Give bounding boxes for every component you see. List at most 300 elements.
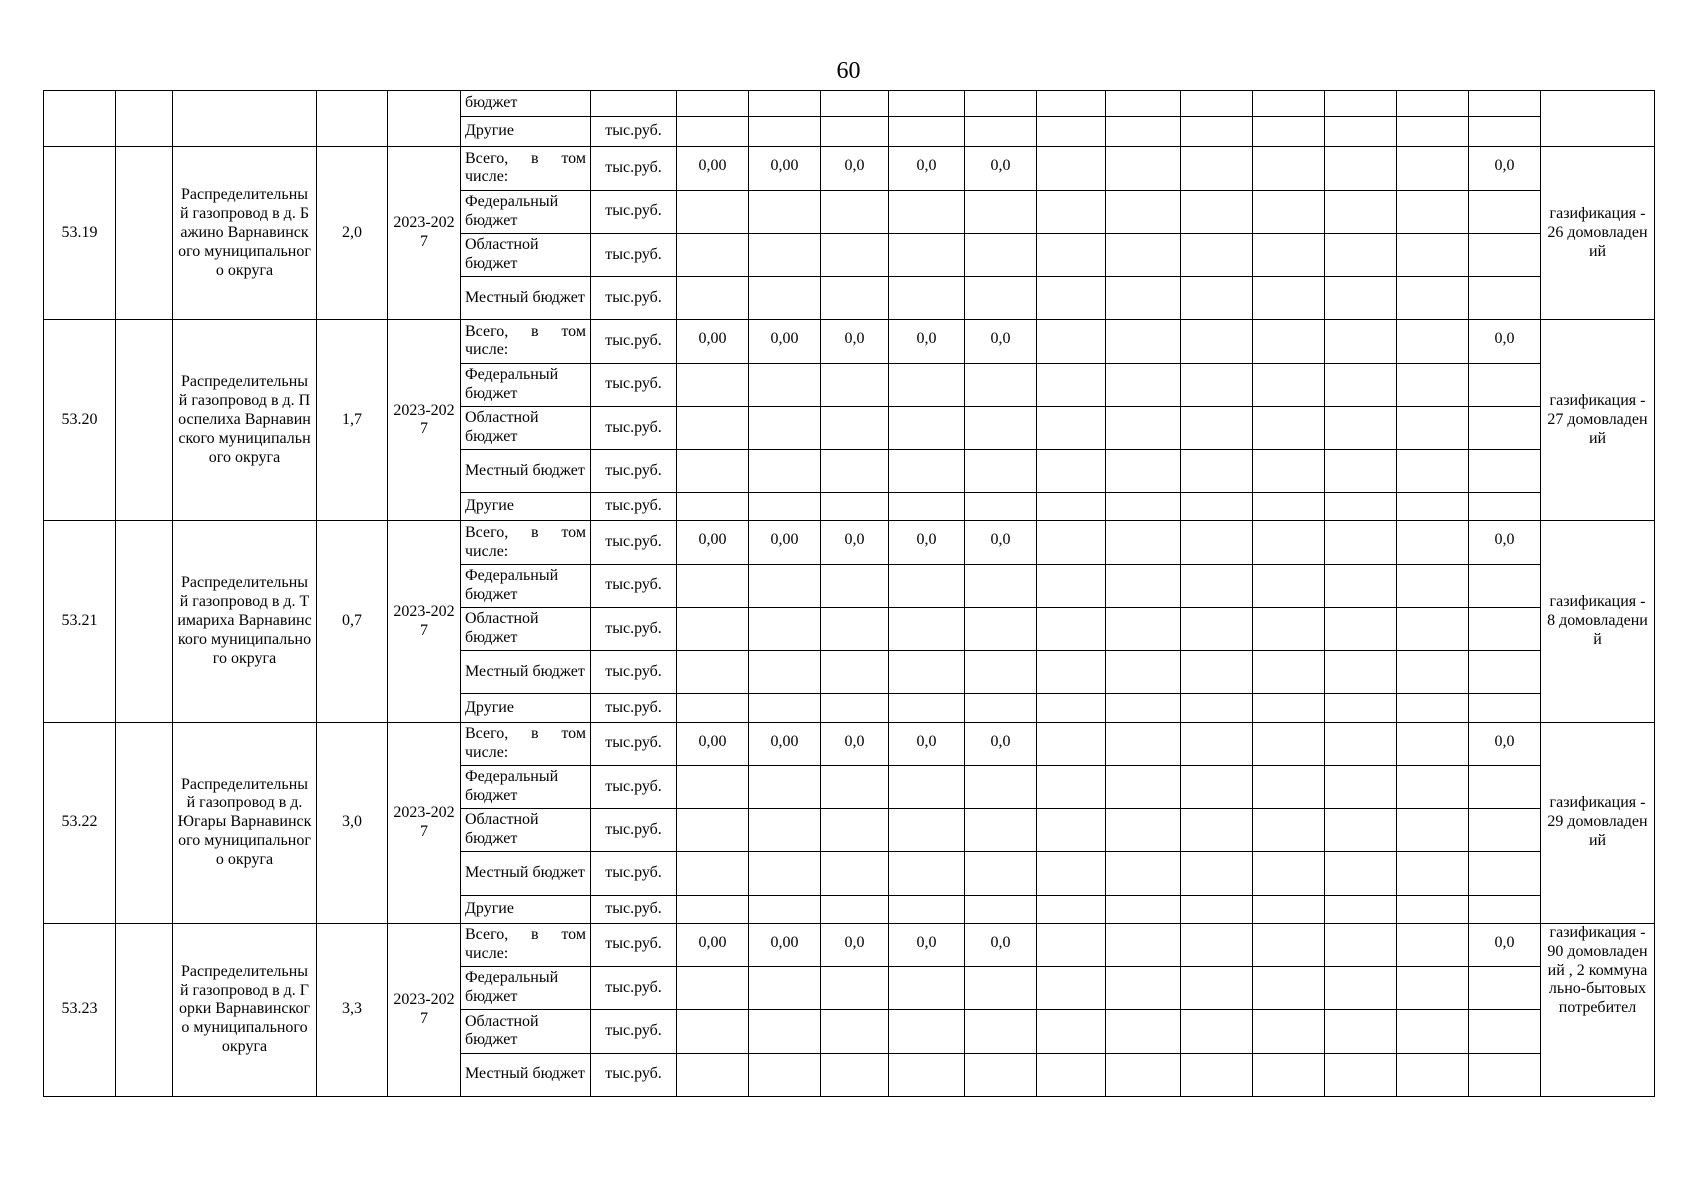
value-cell (1397, 1010, 1469, 1053)
value-cell (1325, 521, 1397, 564)
value-cell (965, 765, 1037, 808)
value-cell (1106, 233, 1181, 276)
funding-source: Местный бюджет (461, 277, 591, 320)
value-cell (1253, 895, 1325, 923)
value-cell: 0,00 (677, 521, 749, 564)
value-cell (821, 694, 889, 722)
value-cell (1181, 406, 1253, 449)
value-cell: 0,00 (749, 521, 821, 564)
value-cell (965, 564, 1037, 607)
value-cell (1469, 809, 1541, 852)
value-cell (1037, 147, 1106, 190)
value-cell (889, 233, 965, 276)
value-cell (1469, 190, 1541, 233)
value-cell (677, 967, 749, 1010)
value-cell: 0,00 (749, 722, 821, 765)
value-cell (677, 564, 749, 607)
value-cell (677, 1010, 749, 1053)
funding-source: Всего, в том числе: (461, 923, 591, 966)
value-cell (821, 277, 889, 320)
funding-source: Федеральный бюджет (461, 363, 591, 406)
object-period: 2023-2027 (388, 722, 461, 923)
value-cell (889, 277, 965, 320)
value-cell (749, 1053, 821, 1096)
value-cell (1325, 923, 1397, 966)
value-cell (1181, 967, 1253, 1010)
value-cell (1397, 320, 1469, 363)
funding-unit: тыс.руб. (591, 607, 677, 650)
value-cell (1181, 277, 1253, 320)
value-cell (749, 117, 821, 147)
value-cell: 0,0 (1469, 521, 1541, 564)
value-cell (677, 190, 749, 233)
funding-unit: тыс.руб. (591, 363, 677, 406)
value-cell (1106, 493, 1181, 521)
value-cell (821, 809, 889, 852)
cont-period-cell (388, 91, 461, 147)
value-cell (1037, 607, 1106, 650)
value-cell (1469, 363, 1541, 406)
value-cell (1106, 147, 1181, 190)
table-row (44, 722, 1655, 765)
value-cell (749, 91, 821, 117)
value-cell (1037, 233, 1106, 276)
funding-unit: тыс.руб. (591, 320, 677, 363)
value-cell (821, 651, 889, 694)
value-cell: 0,0 (1469, 923, 1541, 966)
value-cell (1037, 406, 1106, 449)
value-cell (1106, 765, 1181, 808)
value-cell (1325, 722, 1397, 765)
value-cell (1037, 722, 1106, 765)
value-cell (677, 765, 749, 808)
value-cell (1037, 852, 1106, 895)
value-cell (889, 406, 965, 449)
value-cell (1253, 450, 1325, 493)
value-cell: 0,0 (821, 147, 889, 190)
value-cell (677, 809, 749, 852)
value-cell (821, 190, 889, 233)
value-cell (1325, 450, 1397, 493)
funding-source: Другие (461, 117, 591, 147)
value-cell (1397, 923, 1469, 966)
value-cell (1037, 190, 1106, 233)
object-result: газификация - 90 домовладений , 2 коммунально-бытовых потребител (1541, 923, 1655, 1096)
object-result: газификация - 29 домовладений (1541, 722, 1655, 923)
value-cell (1106, 694, 1181, 722)
value-cell (889, 852, 965, 895)
value-cell (749, 493, 821, 521)
funding-unit (591, 91, 677, 117)
funding-unit: тыс.руб. (591, 190, 677, 233)
value-cell (1469, 852, 1541, 895)
value-cell (965, 493, 1037, 521)
value-cell (1253, 1010, 1325, 1053)
funding-unit: тыс.руб. (591, 117, 677, 147)
value-cell (749, 694, 821, 722)
value-cell (1469, 1010, 1541, 1053)
object-number: 53.22 (44, 722, 116, 923)
value-cell (889, 363, 965, 406)
value-cell (1181, 450, 1253, 493)
funding-source: Всего, в том числе: (461, 320, 591, 363)
value-cell (965, 363, 1037, 406)
value-cell (1397, 363, 1469, 406)
value-cell (1037, 895, 1106, 923)
object-name: Распределительный газопровод в д. Югары Варнавинского муниципального округа (173, 722, 317, 923)
value-cell (1253, 521, 1325, 564)
value-cell (821, 233, 889, 276)
funding-unit: тыс.руб. (591, 564, 677, 607)
value-cell (1325, 406, 1397, 449)
value-cell (965, 1010, 1037, 1053)
value-cell (1469, 277, 1541, 320)
value-cell (1253, 651, 1325, 694)
value-cell: 0,0 (965, 147, 1037, 190)
value-cell: 0,00 (749, 923, 821, 966)
value-cell (749, 607, 821, 650)
value-cell (965, 852, 1037, 895)
value-cell (749, 406, 821, 449)
value-cell (1181, 147, 1253, 190)
value-cell (1325, 91, 1397, 117)
object-period: 2023-2027 (388, 147, 461, 320)
object-result: газификация - 27 домовладений (1541, 320, 1655, 521)
funding-source: Областной бюджет (461, 233, 591, 276)
value-cell (1037, 923, 1106, 966)
value-cell (965, 809, 1037, 852)
funding-unit: тыс.руб. (591, 277, 677, 320)
value-cell (1037, 1010, 1106, 1053)
value-cell (965, 895, 1037, 923)
cont-blank-cell (116, 91, 173, 147)
value-cell (677, 233, 749, 276)
value-cell (1181, 607, 1253, 650)
funding-unit: тыс.руб. (591, 967, 677, 1010)
value-cell (1253, 809, 1325, 852)
value-cell (1397, 765, 1469, 808)
value-cell (1253, 564, 1325, 607)
funding-unit: тыс.руб. (591, 651, 677, 694)
value-cell (889, 765, 965, 808)
value-cell (965, 277, 1037, 320)
value-cell (749, 809, 821, 852)
value-cell (889, 450, 965, 493)
value-cell (889, 967, 965, 1010)
value-cell (1106, 277, 1181, 320)
value-cell (1106, 852, 1181, 895)
value-cell: 0,0 (889, 320, 965, 363)
value-cell (677, 1053, 749, 1096)
value-cell (1469, 117, 1541, 147)
value-cell (821, 564, 889, 607)
funding-source: Федеральный бюджет (461, 564, 591, 607)
value-cell (965, 967, 1037, 1010)
value-cell (821, 117, 889, 147)
value-cell (677, 895, 749, 923)
value-cell: 0,00 (677, 147, 749, 190)
value-cell (1253, 923, 1325, 966)
funding-unit: тыс.руб. (591, 406, 677, 449)
value-cell (677, 117, 749, 147)
value-cell: 0,00 (677, 722, 749, 765)
value-cell (749, 967, 821, 1010)
value-cell (889, 91, 965, 117)
value-cell (1397, 809, 1469, 852)
blank-cell (116, 147, 173, 320)
value-cell (1397, 147, 1469, 190)
value-cell (1325, 895, 1397, 923)
funding-source: Всего, в том числе: (461, 147, 591, 190)
object-length: 3,3 (317, 923, 388, 1096)
value-cell: 0,0 (821, 923, 889, 966)
value-cell (821, 450, 889, 493)
value-cell (1181, 809, 1253, 852)
value-cell (677, 91, 749, 117)
value-cell (1397, 277, 1469, 320)
value-cell (677, 493, 749, 521)
value-cell (1325, 651, 1397, 694)
value-cell (1181, 1053, 1253, 1096)
value-cell (1037, 493, 1106, 521)
object-length: 3,0 (317, 722, 388, 923)
value-cell (1325, 493, 1397, 521)
value-cell (1253, 722, 1325, 765)
value-cell (1106, 363, 1181, 406)
value-cell: 0,0 (889, 722, 965, 765)
funding-source: Федеральный бюджет (461, 967, 591, 1010)
value-cell (821, 493, 889, 521)
value-cell (1106, 450, 1181, 493)
object-period: 2023-2027 (388, 320, 461, 521)
value-cell (1253, 765, 1325, 808)
value-cell (1181, 722, 1253, 765)
value-cell: 0,0 (965, 722, 1037, 765)
value-cell (1325, 564, 1397, 607)
value-cell (677, 450, 749, 493)
value-cell (1037, 809, 1106, 852)
funding-unit: тыс.руб. (591, 147, 677, 190)
value-cell (1106, 967, 1181, 1010)
cont-length-cell (317, 91, 388, 147)
value-cell (889, 607, 965, 650)
table-row (44, 320, 1655, 363)
value-cell (1181, 233, 1253, 276)
value-cell (1253, 406, 1325, 449)
value-cell: 0,0 (965, 320, 1037, 363)
value-cell (1037, 450, 1106, 493)
value-cell (1253, 967, 1325, 1010)
value-cell (1037, 564, 1106, 607)
value-cell (1037, 1053, 1106, 1096)
value-cell (1181, 765, 1253, 808)
funding-source: Федеральный бюджет (461, 765, 591, 808)
value-cell (749, 277, 821, 320)
value-cell (889, 1053, 965, 1096)
value-cell (965, 1053, 1037, 1096)
value-cell (1397, 607, 1469, 650)
value-cell (965, 694, 1037, 722)
value-cell (1397, 1053, 1469, 1096)
table-row (44, 521, 1655, 564)
value-cell (1397, 117, 1469, 147)
value-cell (749, 852, 821, 895)
value-cell (1469, 1053, 1541, 1096)
funding-unit: тыс.руб. (591, 233, 677, 276)
funding-source: Областной бюджет (461, 809, 591, 852)
value-cell (1181, 1010, 1253, 1053)
object-number: 53.23 (44, 923, 116, 1096)
value-cell (1253, 493, 1325, 521)
value-cell (889, 564, 965, 607)
value-cell (1397, 967, 1469, 1010)
value-cell: 0,00 (677, 320, 749, 363)
value-cell (1181, 923, 1253, 966)
continuation-row (44, 91, 1655, 117)
value-cell (965, 651, 1037, 694)
value-cell (821, 852, 889, 895)
value-cell (1325, 967, 1397, 1010)
cont-name-cell (173, 91, 317, 147)
value-cell (889, 190, 965, 233)
value-cell: 0,0 (821, 722, 889, 765)
value-cell (1397, 852, 1469, 895)
value-cell (1469, 765, 1541, 808)
funding-source: бюджет (461, 91, 591, 117)
value-cell (749, 363, 821, 406)
value-cell (749, 564, 821, 607)
value-cell (1106, 722, 1181, 765)
value-cell (821, 967, 889, 1010)
funding-unit: тыс.руб. (591, 450, 677, 493)
value-cell (1037, 967, 1106, 1010)
value-cell (1106, 91, 1181, 117)
value-cell (1253, 190, 1325, 233)
value-cell (1037, 651, 1106, 694)
value-cell (965, 607, 1037, 650)
value-cell (889, 493, 965, 521)
value-cell (1181, 694, 1253, 722)
object-number: 53.19 (44, 147, 116, 320)
value-cell (1037, 277, 1106, 320)
value-cell (1106, 521, 1181, 564)
funding-unit: тыс.руб. (591, 765, 677, 808)
funding-unit: тыс.руб. (591, 809, 677, 852)
value-cell (749, 765, 821, 808)
value-cell (1325, 1053, 1397, 1096)
value-cell (1325, 320, 1397, 363)
value-cell (1325, 1010, 1397, 1053)
funding-source: Областной бюджет (461, 607, 591, 650)
value-cell: 0,00 (749, 147, 821, 190)
funding-source: Областной бюджет (461, 406, 591, 449)
value-cell (1253, 852, 1325, 895)
cont-result-cell (1541, 91, 1655, 147)
funding-unit: тыс.руб. (591, 923, 677, 966)
value-cell (821, 363, 889, 406)
value-cell (965, 233, 1037, 276)
value-cell (1325, 809, 1397, 852)
value-cell (1469, 450, 1541, 493)
value-cell (1253, 147, 1325, 190)
value-cell (1037, 694, 1106, 722)
object-number: 53.20 (44, 320, 116, 521)
value-cell (1106, 1010, 1181, 1053)
value-cell (677, 277, 749, 320)
funding-source: Местный бюджет (461, 651, 591, 694)
value-cell (749, 895, 821, 923)
value-cell (1325, 607, 1397, 650)
table-row (44, 923, 1655, 966)
value-cell (1253, 363, 1325, 406)
value-cell: 0,0 (965, 521, 1037, 564)
value-cell (1469, 895, 1541, 923)
funding-unit: тыс.руб. (591, 493, 677, 521)
object-period: 2023-2027 (388, 521, 461, 722)
value-cell (1469, 91, 1541, 117)
value-cell (889, 117, 965, 147)
object-number: 53.21 (44, 521, 116, 722)
funding-source: Всего, в том числе: (461, 521, 591, 564)
object-name: Распределительный газопровод в д. Бажино Варнавинского муниципального округа (173, 147, 317, 320)
value-cell (677, 406, 749, 449)
value-cell (1181, 117, 1253, 147)
value-cell (1397, 91, 1469, 117)
blank-cell (116, 521, 173, 722)
value-cell (1037, 363, 1106, 406)
value-cell (1037, 521, 1106, 564)
funding-unit: тыс.руб. (591, 521, 677, 564)
funding-source: Местный бюджет (461, 852, 591, 895)
funding-unit: тыс.руб. (591, 852, 677, 895)
value-cell (1037, 117, 1106, 147)
object-name: Распределительный газопровод в д. Поспелиха Варнавинского муниципального округа (173, 320, 317, 521)
value-cell (1106, 320, 1181, 363)
value-cell (1106, 406, 1181, 449)
value-cell (1325, 147, 1397, 190)
value-cell: 0,0 (1469, 320, 1541, 363)
value-cell (1397, 694, 1469, 722)
value-cell (1469, 493, 1541, 521)
funding-source: Другие (461, 694, 591, 722)
value-cell (1181, 91, 1253, 117)
funding-source: Местный бюджет (461, 1053, 591, 1096)
value-cell: 0,0 (889, 521, 965, 564)
value-cell (1037, 91, 1106, 117)
value-cell (677, 363, 749, 406)
funding-source: Местный бюджет (461, 450, 591, 493)
value-cell (749, 233, 821, 276)
value-cell (1397, 450, 1469, 493)
value-cell (1106, 651, 1181, 694)
value-cell (1106, 809, 1181, 852)
value-cell (1181, 320, 1253, 363)
value-cell (1469, 564, 1541, 607)
funding-table (43, 90, 1655, 1097)
object-length: 2,0 (317, 147, 388, 320)
value-cell (1397, 651, 1469, 694)
object-result: газификация - 8 домовладений (1541, 521, 1655, 722)
value-cell (821, 607, 889, 650)
value-cell (1469, 233, 1541, 276)
value-cell (1037, 320, 1106, 363)
object-period: 2023-2027 (388, 923, 461, 1096)
object-name: Распределительный газопровод в д. Тимариха Варнавинского муниципального округа (173, 521, 317, 722)
value-cell (1469, 406, 1541, 449)
value-cell (1181, 190, 1253, 233)
value-cell (965, 190, 1037, 233)
value-cell (1397, 493, 1469, 521)
